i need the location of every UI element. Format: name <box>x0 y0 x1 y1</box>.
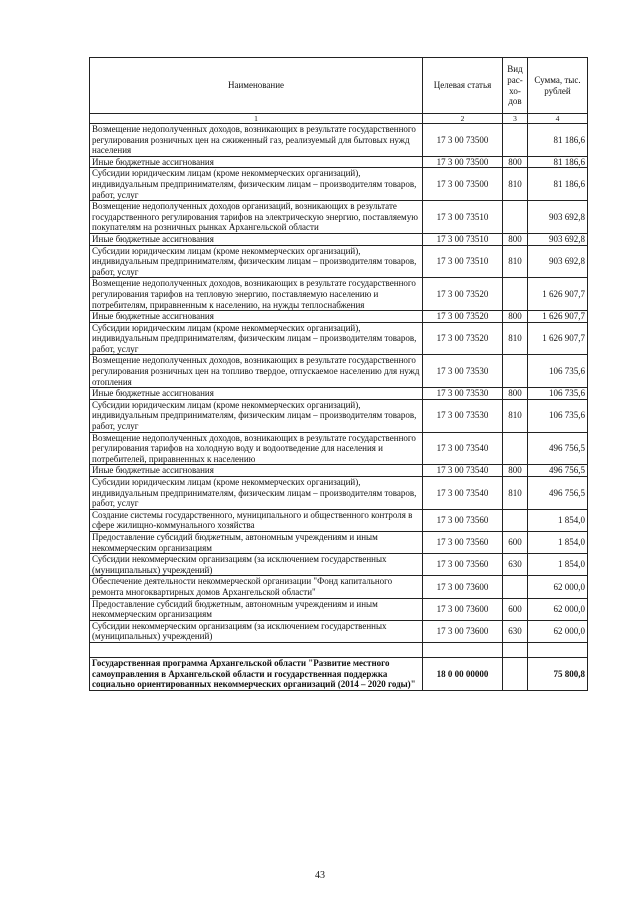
row-sum: 1 854,0 <box>528 554 588 576</box>
program-sum: 75 800,8 <box>528 657 588 690</box>
table-row <box>90 598 588 620</box>
table-row <box>90 509 588 531</box>
row-sum: 1 626 907,7 <box>528 278 588 311</box>
table-row <box>90 388 588 400</box>
program-name: Государственная программа Архангельской области "Развитие местного самоуправления в Архангельской области и государственная поддержка социально ориентированных некоммерческих организаций (2014 – 2020 годы)" <box>90 657 423 690</box>
row-sum: 1 626 907,7 <box>528 311 588 323</box>
row-sum: 903 692,8 <box>528 245 588 278</box>
header-name: Наименование <box>90 58 423 114</box>
row-code: 17 3 00 73560 <box>423 554 503 576</box>
row-code: 17 3 00 73540 <box>423 477 503 510</box>
row-code: 17 3 00 73510 <box>423 233 503 245</box>
row-name: Создание системы государственного, муниципального и общественного контроля в сфере жилищно-коммунального хозяйства <box>90 509 423 531</box>
row-kind: 810 <box>503 399 528 432</box>
row-kind <box>503 576 528 598</box>
row-name: Возмещение недополученных доходов, возникающих в результате государственного регулирования тарифов на холодную воду и водоотведение для населения и потребителей, приравненных к населению <box>90 432 423 465</box>
row-code: 17 3 00 73530 <box>423 388 503 400</box>
column-number: 2 <box>423 114 503 124</box>
row-name: Иные бюджетные ассигнования <box>90 388 423 400</box>
row-kind: 600 <box>503 598 528 620</box>
row-code: 17 3 00 73520 <box>423 278 503 311</box>
row-kind <box>503 201 528 234</box>
table-row <box>90 355 588 388</box>
row-code: 17 3 00 73600 <box>423 620 503 642</box>
table-row <box>90 432 588 465</box>
row-kind: 800 <box>503 311 528 323</box>
table-header-row <box>90 58 588 114</box>
table-row <box>90 156 588 168</box>
row-code: 17 3 00 73560 <box>423 531 503 553</box>
table-row <box>90 233 588 245</box>
program-row <box>90 657 588 690</box>
row-code: 17 3 00 73520 <box>423 322 503 355</box>
column-number: 1 <box>90 114 423 124</box>
row-name: Возмещение недополученных доходов организаций, возникающих в результате государственного регулирования тарифов на электрическую энергию, поставляемую покупателям на розничных рынках Архангельской области <box>90 201 423 234</box>
row-code: 17 3 00 73510 <box>423 201 503 234</box>
row-kind: 810 <box>503 168 528 201</box>
row-name: Обеспечение деятельности некоммерческой организации "Фонд капитального ремонта многоквартирных домов Архангельской области" <box>90 576 423 598</box>
row-sum: 106 735,6 <box>528 399 588 432</box>
table-row <box>90 168 588 201</box>
row-kind: 810 <box>503 322 528 355</box>
row-kind <box>503 124 528 157</box>
row-kind: 800 <box>503 156 528 168</box>
row-sum: 1 854,0 <box>528 531 588 553</box>
program-kind <box>503 657 528 690</box>
row-name: Возмещение недополученных доходов, возникающих в результате государственного регулирования тарифов на тепловую энергию, поставляемую населению и потребителям, приравненным к населению, на нужды теплоснабжения <box>90 278 423 311</box>
program-code: 18 0 00 00000 <box>423 657 503 690</box>
row-sum: 1 626 907,7 <box>528 322 588 355</box>
row-sum: 81 186,6 <box>528 124 588 157</box>
row-code: 17 3 00 73540 <box>423 432 503 465</box>
row-code: 17 3 00 73530 <box>423 355 503 388</box>
row-kind: 630 <box>503 620 528 642</box>
row-sum: 62 000,0 <box>528 576 588 598</box>
row-kind: 800 <box>503 465 528 477</box>
row-sum: 496 756,5 <box>528 432 588 465</box>
row-name: Возмещение недополученных доходов, возникающих в результате государственного регулирования розничных цен на топливо твердое, отпускаемое населению для нужд отопления <box>90 355 423 388</box>
row-sum: 106 735,6 <box>528 355 588 388</box>
header-kind: Вид рас-хо-дов <box>503 58 528 114</box>
row-sum: 903 692,8 <box>528 201 588 234</box>
row-sum: 106 735,6 <box>528 388 588 400</box>
row-name: Субсидии юридическим лицам (кроме некоммерческих организаций), индивидуальным предпринимателям, физическим лицам – производителям товаров, работ, услуг <box>90 168 423 201</box>
row-kind <box>503 278 528 311</box>
row-kind: 600 <box>503 531 528 553</box>
row-kind <box>503 432 528 465</box>
row-code: 17 3 00 73500 <box>423 168 503 201</box>
row-sum: 62 000,0 <box>528 598 588 620</box>
row-code: 17 3 00 73560 <box>423 509 503 531</box>
table-row <box>90 278 588 311</box>
row-name: Субсидии некоммерческим организациям (за исключением государственных (муниципальных) учреждений) <box>90 554 423 576</box>
row-code: 17 3 00 73600 <box>423 576 503 598</box>
table-row <box>90 477 588 510</box>
header-article: Целевая статья <box>423 58 503 114</box>
row-name: Предоставление субсидий бюджетным, автономным учреждениям и иным некоммерческим организациям <box>90 598 423 620</box>
row-name: Иные бюджетные ассигнования <box>90 233 423 245</box>
row-sum: 903 692,8 <box>528 233 588 245</box>
row-kind: 800 <box>503 388 528 400</box>
page-number: 43 <box>315 870 325 881</box>
header-sum: Сумма, тыс. рублей <box>528 58 588 114</box>
row-name: Субсидии юридическим лицам (кроме некоммерческих организаций), индивидуальным предпринимателям, физическим лицам – производителям товаров, работ, услуг <box>90 399 423 432</box>
table-row <box>90 465 588 477</box>
row-code: 17 3 00 73500 <box>423 124 503 157</box>
row-code: 17 3 00 73500 <box>423 156 503 168</box>
budget-table <box>89 57 588 691</box>
table-row <box>90 554 588 576</box>
row-kind <box>503 509 528 531</box>
row-sum: 496 756,5 <box>528 465 588 477</box>
row-name: Иные бюджетные ассигнования <box>90 156 423 168</box>
table-row <box>90 531 588 553</box>
row-kind: 810 <box>503 477 528 510</box>
row-kind: 630 <box>503 554 528 576</box>
row-code: 17 3 00 73600 <box>423 598 503 620</box>
row-name: Субсидии юридическим лицам (кроме некоммерческих организаций), индивидуальным предпринимателям, физическим лицам – производителям товаров, работ, услуг <box>90 245 423 278</box>
budget-table-page <box>89 57 587 691</box>
row-code: 17 3 00 73510 <box>423 245 503 278</box>
table-body <box>90 124 588 643</box>
row-sum: 81 186,6 <box>528 168 588 201</box>
table-row <box>90 124 588 157</box>
row-name: Субсидии юридическим лицам (кроме некоммерческих организаций), индивидуальным предпринимателям, физическим лицам – производителям товаров, работ, услуг <box>90 322 423 355</box>
spacer-row <box>90 642 588 657</box>
row-code: 17 3 00 73530 <box>423 399 503 432</box>
row-sum: 1 854,0 <box>528 509 588 531</box>
column-number: 3 <box>503 114 528 124</box>
row-name: Субсидии юридическим лицам (кроме некоммерческих организаций), индивидуальным предпринимателям, физическим лицам – производителям товаров, работ, услуг <box>90 477 423 510</box>
row-code: 17 3 00 73540 <box>423 465 503 477</box>
row-sum: 62 000,0 <box>528 620 588 642</box>
table-row <box>90 399 588 432</box>
row-name: Возмещение недополученных доходов, возникающих в результате государственного регулирования розничных цен на сжиженный газ, реализуемый для бытовых нужд населения <box>90 124 423 157</box>
column-number-row <box>90 114 588 124</box>
row-name: Иные бюджетные ассигнования <box>90 311 423 323</box>
row-code: 17 3 00 73520 <box>423 311 503 323</box>
row-kind <box>503 355 528 388</box>
row-kind: 810 <box>503 245 528 278</box>
row-name: Субсидии некоммерческим организациям (за исключением государственных (муниципальных) учреждений) <box>90 620 423 642</box>
table-row <box>90 620 588 642</box>
row-name: Предоставление субсидий бюджетным, автономным учреждениям и иным некоммерческим организациям <box>90 531 423 553</box>
row-sum: 81 186,6 <box>528 156 588 168</box>
table-row <box>90 322 588 355</box>
table-row <box>90 311 588 323</box>
row-sum: 496 756,5 <box>528 477 588 510</box>
table-row <box>90 576 588 598</box>
table-row <box>90 201 588 234</box>
row-kind: 800 <box>503 233 528 245</box>
column-number: 4 <box>528 114 588 124</box>
row-name: Иные бюджетные ассигнования <box>90 465 423 477</box>
table-row <box>90 245 588 278</box>
